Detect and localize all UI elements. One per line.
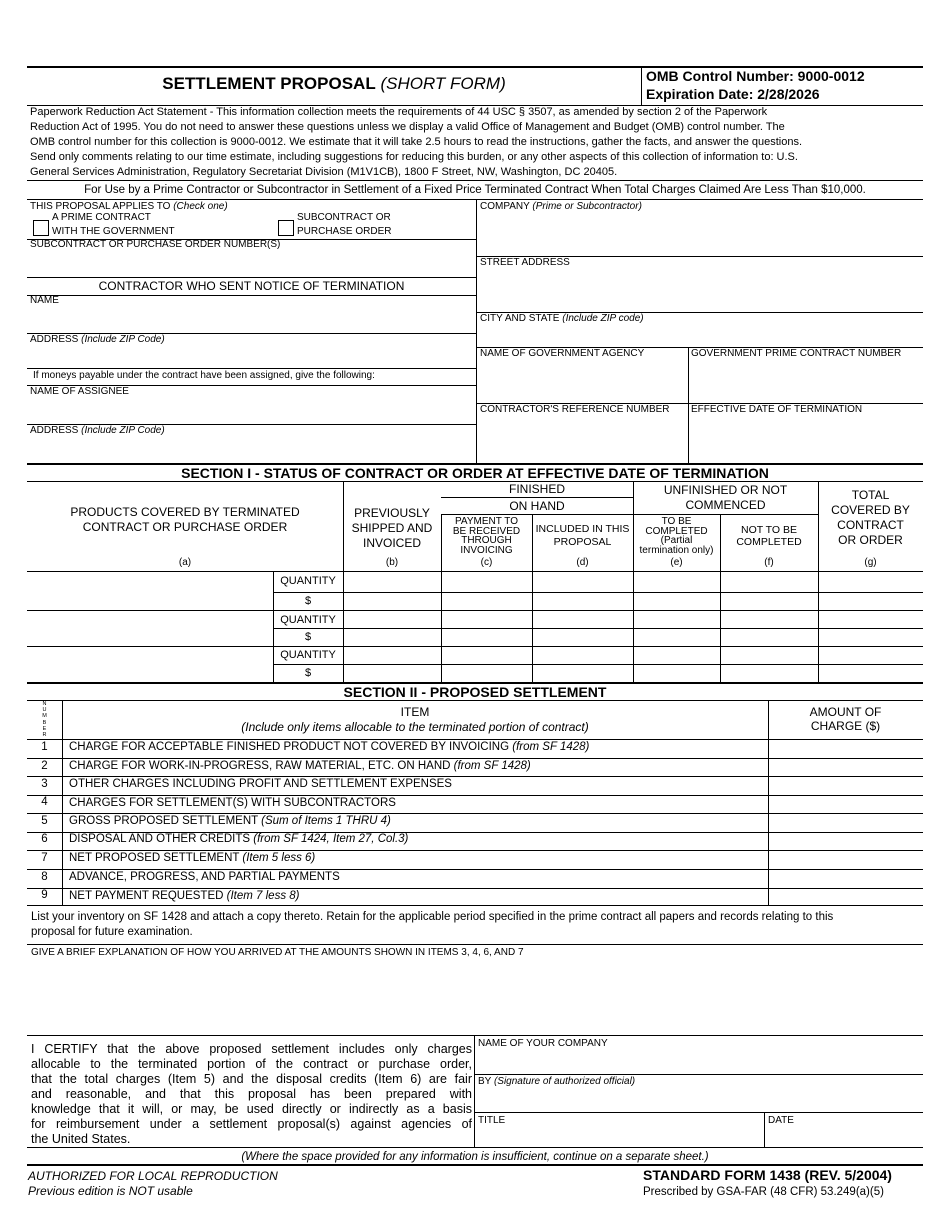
col-letter: (g) (864, 557, 877, 568)
omb-control-number: OMB Control Number: 9000-0012 (646, 68, 865, 84)
assignee-name-field[interactable] (28, 398, 475, 424)
contractor-name-field[interactable] (28, 307, 475, 333)
row-text: ADVANCE, PROGRESS, AND PARTIAL PAYMENTS (69, 871, 340, 883)
amount-field[interactable] (769, 851, 923, 869)
amount-field[interactable] (769, 777, 923, 795)
gov-prime-contract-field[interactable] (689, 360, 923, 403)
effective-date-label: EFFECTIVE DATE OF TERMINATION (691, 404, 863, 415)
paperwork-line: Paperwork Reduction Act Statement - This information collection meets the requirements of 44 USC § 3507, as amended by section 2 of the Paperwork (30, 106, 768, 118)
item-note: (Include only items allocable to the terminated portion of contract) (241, 720, 589, 734)
amount-header: AMOUNT OF CHARGE ($) (809, 705, 882, 733)
rule (474, 1112, 923, 1113)
for-use-statement: For Use by a Prime Contractor or Subcontractor in Settlement of a Fixed Price Terminated Contract When Total Charges Claimed Are Less Than $10,000. (84, 184, 866, 196)
rule (27, 700, 923, 701)
previously-shipped-header: PREVIOUSLY SHIPPED AND INVOICED (351, 506, 433, 550)
item-header: ITEM (400, 705, 430, 719)
row-number: 4 (41, 796, 48, 808)
row-number: 6 (41, 833, 48, 845)
paperwork-line: Send only comments relating to our time estimate, including suggestions for reducing this burden, or any other aspects of this collection of information to: U.S. (30, 151, 798, 163)
amount-field[interactable] (769, 889, 923, 905)
finished-header: FINISHED (508, 482, 565, 496)
gov-prime-contract-label: GOVERNMENT PRIME CONTRACT NUMBER (691, 348, 902, 359)
rule (27, 199, 923, 200)
assigned-note: If moneys payable under the contract have been assigned, give the following: (33, 370, 375, 381)
street-address-label: STREET ADDRESS (480, 257, 570, 268)
rule (27, 1147, 923, 1148)
amount-field[interactable] (769, 758, 923, 776)
section1-title: SECTION I - STATUS OF CONTRACT OR ORDER AT EFFECTIVE DATE OF TERMINATION (181, 465, 769, 481)
quantity-label: QUANTITY (280, 575, 336, 587)
signature-field[interactable] (475, 1088, 922, 1112)
paperwork-statement (30, 105, 802, 180)
settlement-row (27, 814, 923, 833)
date-label: DATE (768, 1115, 794, 1126)
row-text: OTHER CHARGES INCLUDING PROFIT AND SETTLEMENT EXPENSES (69, 778, 452, 790)
col-letter: (e) (670, 557, 683, 568)
row-number: 2 (41, 760, 48, 772)
bottom-rule (27, 1164, 923, 1166)
dollar-label: $ (304, 595, 312, 607)
settlement-row (27, 758, 923, 777)
dollar-label: $ (304, 631, 312, 643)
paperwork-line: Reduction Act of 1995. You do not need to answer these questions unless we display a valid Office of Management and Budget (OMB) control number. The (30, 121, 785, 133)
row-text: NET PROPOSED SETTLEMENT (Item 5 less 6) (69, 852, 316, 864)
date-field[interactable] (765, 1127, 922, 1146)
form-title (27, 74, 641, 94)
assignee-address-field[interactable] (28, 437, 475, 463)
rule (474, 1074, 923, 1075)
company-field[interactable] (477, 213, 923, 256)
gov-agency-label: NAME OF GOVERNMENT AGENCY (480, 348, 645, 359)
rule (441, 514, 633, 515)
row-text: CHARGE FOR WORK-IN-PROGRESS, RAW MATERIAL, ETC. ON HAND (from SF 1428) (69, 760, 531, 772)
amount-field[interactable] (769, 833, 923, 850)
product-field[interactable] (28, 647, 272, 681)
rule (633, 514, 818, 515)
prescribed-by: Prescribed by GSA-FAR (48 CFR) 53.249(a)(5) (643, 1186, 884, 1198)
amount-field[interactable] (769, 814, 923, 832)
col-divider (273, 571, 274, 682)
row-number: 9 (41, 889, 48, 901)
explanation-label: GIVE A BRIEF EXPLANATION OF HOW YOU ARRIVED AT THE AMOUNTS SHOWN IN ITEMS 3, 4, 6, AND 7 (31, 947, 524, 958)
number-vertical-label: N U M B E R (42, 701, 47, 739)
quantity-label: QUANTITY (280, 649, 336, 661)
row-number: 5 (41, 815, 48, 827)
rule (273, 592, 923, 593)
not-to-be-completed-header: NOT TO BE COMPLETED (736, 524, 802, 548)
payment-received-header: PAYMENT TO BE RECEIVED THROUGH INVOICING (452, 516, 521, 556)
prime-contract-label: A PRIME CONTRACT WITH THE GOVERNMENT (52, 212, 175, 237)
paperwork-line: OMB control number for this collection is 9000-0012. We estimate that it will take 2.5 hours to read the instructions, gather the facts, and answer the questions. (30, 136, 803, 148)
certification-statement: I CERTIFY that the above proposed settlement includes only charges allocable to the terminated portion of the contract or purchase order, that the total charges (Item 5) and the disposal credits (Item 6) are fair and reasonable, and that this proposal has been prepared with knowledge that it will, or may, be used directly or indirectly as a basis for reimbursement under a settlement proposal(s) against agencies of the United States. (31, 1042, 472, 1146)
paperwork-line: General Services Administration, Regulatory Secretariat Division (M1V1CB), 1800 F Street, NW, Washington, DC 20405. (30, 166, 618, 178)
signature-label: BY (Signature of authorized official) (478, 1076, 636, 1087)
subcontract-numbers-label: SUBCONTRACT OR PURCHASE ORDER NUMBER(S) (30, 239, 281, 250)
col-letter: (a) (178, 557, 192, 568)
street-address-field[interactable] (477, 269, 923, 312)
rule (27, 368, 476, 369)
row-text: DISPOSAL AND OTHER CREDITS (from SF 1424, Item 27, Col.3) (69, 833, 409, 845)
amount-field[interactable] (769, 870, 923, 888)
insufficient-space-note: (Where the space provided for any information is insufficient, continue on a separate sheet.) (241, 1151, 709, 1163)
contractor-address-field[interactable] (28, 346, 475, 368)
row-number: 8 (41, 871, 48, 883)
subcontract-label: SUBCONTRACT OR PURCHASE ORDER (297, 212, 392, 237)
header-divider (641, 67, 642, 105)
row-number: 7 (41, 852, 48, 864)
gov-agency-field[interactable] (477, 360, 687, 403)
dollar-label: $ (304, 667, 312, 679)
name-label: NAME (30, 295, 59, 306)
settlement-row (27, 777, 923, 796)
col-letter: (d) (576, 557, 589, 568)
row-number: 3 (41, 778, 48, 790)
rule (273, 664, 923, 665)
included-proposal-header: INCLUDED IN THIS PROPOSAL (535, 523, 630, 548)
title-italic: (SHORT FORM) (380, 74, 506, 93)
inventory-note: List your inventory on SF 1428 and attach a copy thereto. Retain for the applicable period specified in the prime contract all papers and records relating to this proposal for future examination. (31, 911, 834, 938)
company-name-label: NAME OF YOUR COMPANY (478, 1038, 608, 1049)
rule (27, 1035, 923, 1036)
row-text: CHARGES FOR SETTLEMENT(S) WITH SUBCONTRACTORS (69, 797, 396, 809)
title-field[interactable] (475, 1127, 763, 1146)
product-field[interactable] (28, 611, 272, 645)
section2-title: SECTION II - PROPOSED SETTLEMENT (343, 684, 607, 700)
rule (27, 944, 923, 945)
amount-field[interactable] (769, 796, 923, 813)
row-text: GROSS PROPOSED SETTLEMENT (Sum of Items 1 THRU 4) (69, 815, 391, 827)
authorized-reproduction: AUTHORIZED FOR LOCAL REPRODUCTION Previous edition is NOT usable (28, 1169, 278, 1198)
settlement-row (27, 870, 923, 889)
title-bold: SETTLEMENT PROPOSAL (162, 74, 376, 93)
to-be-completed-header: TO BE COMPLETED (Partial termination only) (639, 516, 714, 556)
total-covered-header: TOTAL COVERED BY CONTRACT OR ORDER (831, 488, 910, 547)
title-label: TITLE (478, 1115, 506, 1126)
company-label: COMPANY (Prime or Subcontractor) (480, 201, 642, 212)
col-letter: (b) (385, 557, 399, 568)
settlement-row (27, 851, 923, 870)
subcontract-checkbox[interactable] (278, 220, 294, 236)
address-label: ADDRESS (Include ZIP Code) (30, 334, 165, 345)
products-covered-header: PRODUCTS COVERED BY TERMINATED CONTRACT OR PURCHASE ORDER (70, 505, 300, 534)
row-text: CHARGE FOR ACCEPTABLE FINISHED PRODUCT NOT COVERED BY INVOICING (from SF 1428) (69, 741, 590, 753)
col-letter: (c) (480, 557, 493, 568)
contractor-heading: CONTRACTOR WHO SENT NOTICE OF TERMINATION (98, 279, 405, 293)
prime-contract-checkbox[interactable] (33, 220, 49, 236)
expiration-date: Expiration Date: 2/28/2026 (646, 86, 820, 102)
assignee-address-label: ADDRESS (Include ZIP Code) (30, 425, 165, 436)
effective-date-field[interactable] (689, 416, 923, 463)
rule (441, 497, 633, 498)
assignee-name-label: NAME OF ASSIGNEE (30, 386, 129, 397)
applies-to-label: THIS PROPOSAL APPLIES TO (Check one) (30, 201, 228, 212)
unfinished-header: UNFINISHED OR NOT COMMENCED (663, 483, 788, 512)
rule (27, 180, 923, 181)
standard-form-number: STANDARD FORM 1438 (REV. 5/2004) (643, 1167, 892, 1183)
city-state-label: CITY AND STATE (Include ZIP code) (480, 313, 644, 324)
settlement-row (27, 796, 923, 814)
contractor-reference-label: CONTRACTOR'S REFERENCE NUMBER (480, 404, 670, 415)
amount-field[interactable] (769, 739, 923, 758)
settlement-row (27, 739, 923, 759)
contractor-reference-field[interactable] (477, 416, 687, 463)
city-state-field[interactable] (477, 325, 923, 347)
settlement-row (27, 889, 923, 906)
rule (27, 277, 476, 278)
settlement-row (27, 833, 923, 851)
row-text: NET PAYMENT REQUESTED (Item 7 less 8) (69, 890, 300, 902)
row-number: 1 (41, 741, 48, 753)
rule (273, 628, 923, 629)
product-field[interactable] (28, 572, 272, 609)
col-letter: (f) (764, 557, 774, 568)
rule (27, 295, 476, 296)
company-name-field[interactable] (475, 1050, 922, 1074)
subcontract-numbers-field[interactable] (28, 251, 475, 277)
quantity-label: QUANTITY (280, 614, 336, 626)
explanation-field[interactable] (28, 960, 922, 1034)
on-hand-header: ON HAND (509, 499, 565, 513)
